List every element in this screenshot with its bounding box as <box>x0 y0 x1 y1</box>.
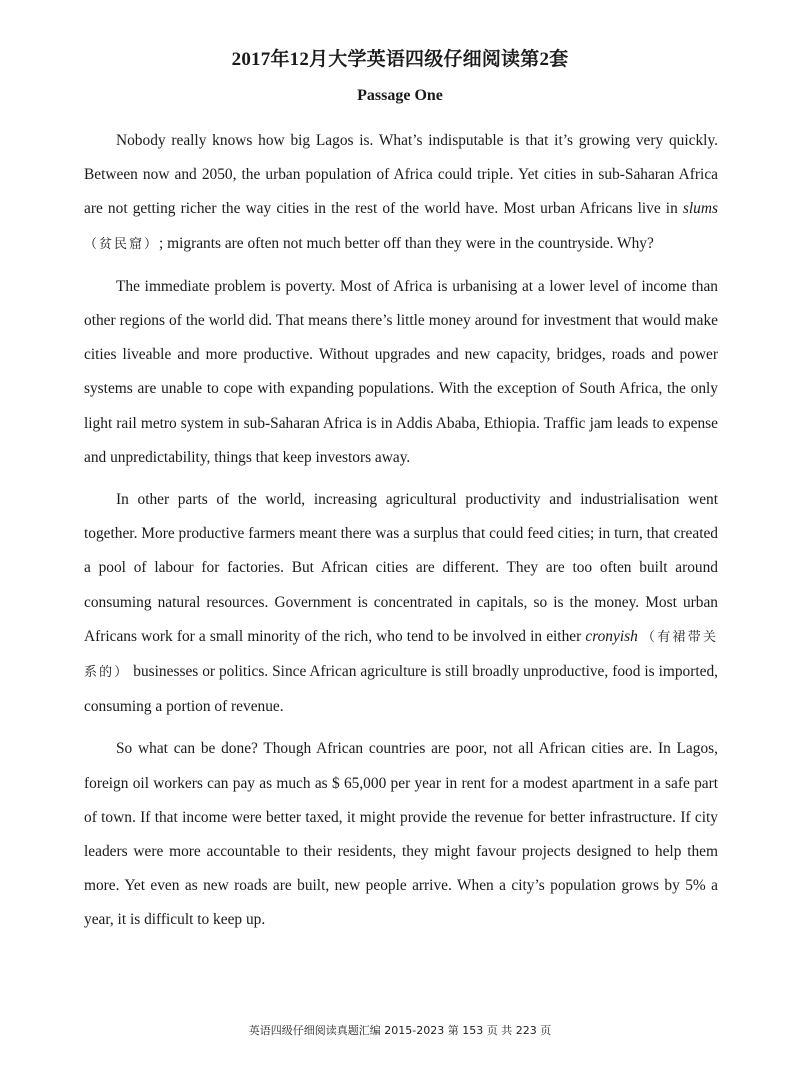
paragraph-1-tail: ; migrants are often not much better off than they were in the countryside. Why? <box>159 234 654 252</box>
paragraph-1-text: Nobody really knows how big Lagos is. What’s indisputable is that it’s growing very quickly. Between now and 2050, the urban population of Africa could triple. Yet cities in sub-Saharan Africa are not getting richer the way cities in the rest of the world have. Most urban Africans live in <box>84 132 718 218</box>
paragraph-2 <box>84 270 718 475</box>
chinese-gloss-cronyish: （有裙带关系的） <box>84 629 718 681</box>
paragraph-1 <box>84 124 718 262</box>
page-footer: 英语四级仔细阅读真题汇编 2015-2023 第 153 页 共 223 页 <box>248 1024 552 1037</box>
paragraph-4-text: So what can be done? Though African countries are poor, not all African cities are. In Lagos, foreign oil workers can pay as much as $ 65,000 per year in rent for a modest apartment in a safe part of town. If that income were better taxed, it might provide the revenue for better infrastructure. If city leaders were more accountable to their residents, they might favour projects designed to help them more. Yet even as new roads are built, new people arrive. When a city’s population grows by 5% a year, it is difficult to keep up. <box>84 740 718 929</box>
paragraph-4 <box>84 732 718 937</box>
paragraph-3-tail: businesses or politics. Since African agriculture is still broadly unproductive, food is imported, consuming a portion of revenue. <box>84 663 718 716</box>
paragraph-3-text: In other parts of the world, increasing agricultural productivity and industrialisation went together. More productive farmers meant there was a surplus that could feed cities; in turn, that created a pool of labour for factories. But African cities are different. They are too often built around consuming natural resources. Government is concentrated in capitals, so is the money. Most urban Africans work for a small minority of the rich, who tend to be involved in either <box>84 491 718 645</box>
passage-body <box>84 124 718 946</box>
paragraph-2-text: The immediate problem is poverty. Most of Africa is urbanising at a lower level of income than other regions of the world did. That means there’s little money around for investment that would make cities liveable and more productive. Without upgrades and new capacity, bridges, roads and power systems are unable to cope with expanding populations. With the exception of South Africa, the only light rail metro system in sub-Saharan Africa is in Addis Ababa, Ethiopia. Traffic jam leads to expense and unpredictability, things that keep investors away. <box>84 277 718 466</box>
paragraph-3 <box>84 483 718 724</box>
chinese-gloss-slums: （贫民窟） <box>84 236 160 252</box>
passage-heading: Passage One <box>357 87 443 104</box>
glossed-term-cronyish: cronyish <box>585 627 638 645</box>
glossed-term-slums: slums <box>682 200 718 218</box>
document-title: 2017年12月大学英语四级仔细阅读第2套 <box>231 49 569 70</box>
